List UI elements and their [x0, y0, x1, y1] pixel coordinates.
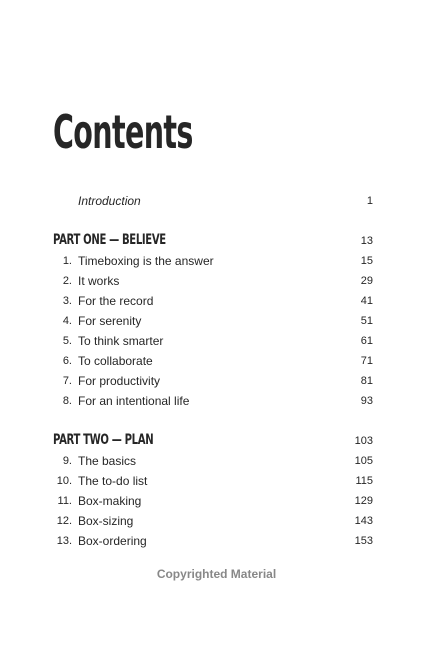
toc-page-number: 105 — [354, 455, 373, 467]
toc-entry[interactable] — [0, 351, 433, 371]
toc-page-number: 1 — [366, 195, 373, 207]
chapter-number: 3. — [62, 295, 72, 307]
toc-page-number: 115 — [355, 475, 373, 487]
chapter-title: To collaborate — [78, 354, 153, 368]
toc-entry[interactable] — [0, 471, 433, 491]
toc-entry[interactable] — [0, 371, 433, 391]
part-heading-one[interactable] — [53, 229, 433, 251]
chapter-title: The basics — [78, 454, 137, 468]
toc-entry[interactable] — [0, 331, 433, 351]
chapter-number: 2. — [62, 275, 72, 287]
toc-page-number: 103 — [354, 435, 373, 447]
chapter-title: For serenity — [78, 314, 142, 328]
toc-page-number: 71 — [360, 355, 373, 367]
toc-page-number: 13 — [360, 235, 373, 247]
chapter-title: Timeboxing is the answer — [78, 254, 214, 268]
toc-entry[interactable] — [0, 511, 433, 531]
toc-entry[interactable] — [0, 271, 433, 291]
chapter-number: 4. — [62, 315, 72, 327]
chapter-number: 9. — [62, 455, 72, 467]
chapter-title: The to-do list — [78, 474, 148, 488]
toc-page-number: 41 — [360, 295, 373, 307]
toc-page-number: 51 — [360, 315, 373, 327]
chapter-number: 12. — [56, 515, 72, 527]
toc-page-number: 81 — [360, 375, 373, 387]
toc-page-number: 29 — [360, 275, 373, 287]
chapter-number: 10. — [56, 475, 72, 487]
chapter-title: Box-making — [78, 494, 142, 508]
copyright-footer: Copyrighted Material — [156, 567, 277, 581]
toc-entry[interactable] — [0, 391, 433, 411]
chapter-title: For the record — [78, 294, 154, 308]
toc-entry[interactable] — [0, 311, 433, 331]
toc-page-number: 93 — [360, 395, 373, 407]
chapter-number: 6. — [62, 355, 72, 367]
part-heading-two[interactable] — [53, 429, 433, 451]
chapter-title: It works — [78, 274, 120, 288]
chapter-number: 13. — [56, 535, 72, 547]
toc-page-number: 143 — [354, 515, 373, 527]
part-title: PART TWO — PLAN — [53, 432, 154, 448]
chapter-number: 7. — [62, 375, 72, 387]
chapter-title: Box-ordering — [78, 534, 147, 548]
chapter-number: 11. — [57, 495, 72, 507]
toc-page-number: 153 — [354, 535, 373, 547]
chapter-title: For productivity — [78, 374, 161, 388]
page-title: Contents — [53, 105, 193, 159]
toc-entry[interactable] — [0, 451, 433, 471]
toc-entry[interactable] — [0, 531, 433, 551]
toc-page-number: 61 — [360, 335, 373, 347]
chapter-title: To think smarter — [78, 334, 164, 348]
chapter-number: 8. — [62, 395, 72, 407]
part-title: PART ONE — BELIEVE — [53, 232, 166, 248]
toc-entry[interactable] — [0, 291, 433, 311]
toc-entry-label: Introduction — [78, 194, 141, 208]
toc-page-number: 129 — [354, 495, 373, 507]
toc-entry[interactable] — [0, 251, 433, 271]
toc-entry-introduction[interactable] — [0, 191, 433, 211]
chapter-number: 5. — [62, 335, 72, 347]
chapter-title: For an intentional life — [78, 394, 190, 408]
chapter-title: Box-sizing — [78, 514, 134, 528]
toc-page-number: 15 — [360, 255, 373, 267]
toc-entry[interactable] — [0, 491, 433, 511]
chapter-number: 1. — [62, 255, 72, 267]
